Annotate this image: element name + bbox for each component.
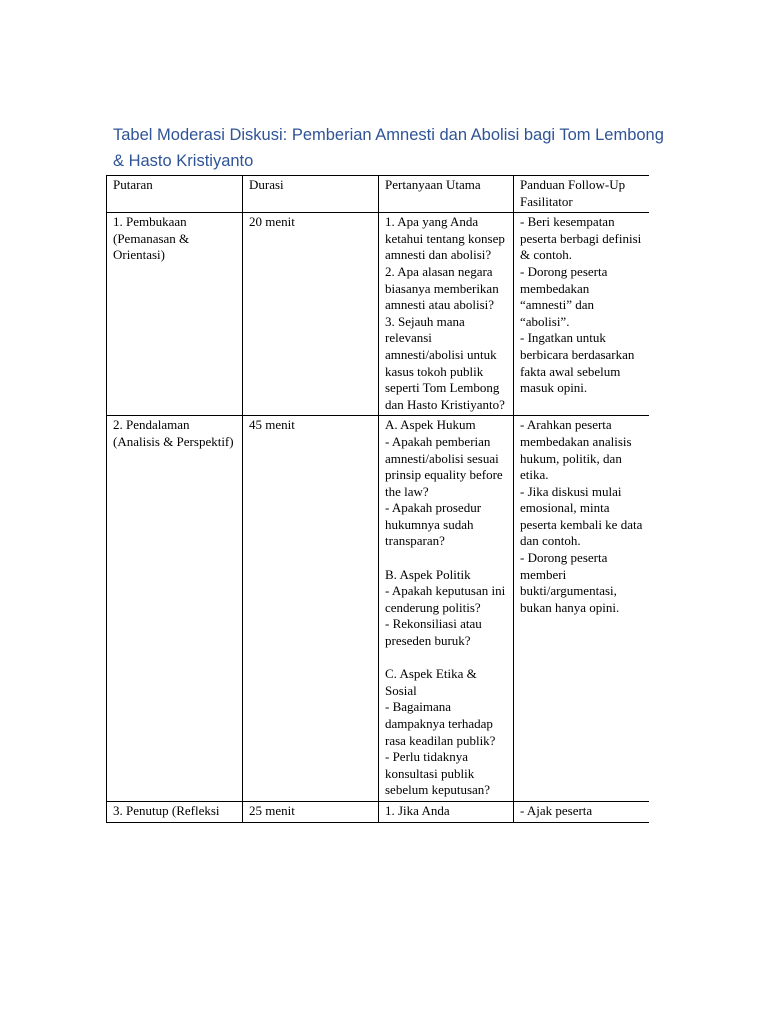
header-putaran: Putaran [107,176,243,213]
cell-durasi: 45 menit [243,416,379,802]
cell-pertanyaan: A. Aspek Hukum - Apakah pemberian amnesti/abolisi sesuai prinsip equality before the law? - Apakah prosedur hukumnya sudah transparan? B. Aspek Politik - Apakah keputusan ini cenderung politis? - Rekonsiliasi atau preseden buruk? C. Aspek Etika & Sosial - Bagaimana dampaknya terhadap rasa keadilan publik? - Perlu tidaknya konsultasi publik sebelum keputusan? [379,416,514,802]
table-row [107,416,650,802]
moderation-table [106,175,649,823]
document-title: Tabel Moderasi Diskusi: Pemberian Amnesti dan Abolisi bagi Tom Lembong & Hasto Kristiyanto [113,126,664,170]
header-panduan-follow-up: Panduan Follow-Up Fasilitator [514,176,650,213]
table-header-row [107,176,650,213]
cell-durasi: 20 menit [243,213,379,416]
cell-panduan: - Beri kesempatan peserta berbagi definisi & contoh. - Dorong peserta membedakan “amnesti” dan “abolisi”. - Ingatkan untuk berbicara berdasarkan fakta awal sebelum masuk opini. [514,213,650,416]
cell-pertanyaan: 1. Jika Anda [379,801,514,822]
cell-pertanyaan: 1. Apa yang Anda ketahui tentang konsep amnesti dan abolisi? 2. Apa alasan negara biasanya memberikan amnesti atau abolisi? 3. Sejauh mana relevansi amnesti/abolisi untuk kasus tokoh publik seperti Tom Lembong dan Hasto Kristiyanto? [379,213,514,416]
cell-putaran: 1. Pembukaan (Pemanasan & Orientasi) [107,213,243,416]
header-pertanyaan-utama: Pertanyaan Utama [379,176,514,213]
cell-putaran: 3. Penutup (Refleksi [107,801,243,822]
header-durasi: Durasi [243,176,379,213]
moderation-table-container [106,175,649,929]
table-row [107,213,650,416]
cell-durasi: 25 menit [243,801,379,822]
cell-putaran: 2. Pendalaman (Analisis & Perspektif) [107,416,243,802]
cell-panduan: - Arahkan peserta membedakan analisis hukum, politik, dan etika. - Jika diskusi mulai emosional, minta peserta kembali ke data dan contoh. - Dorong peserta memberi bukti/argumentasi, bukan hanya opini. [514,416,650,802]
table-row [107,801,650,822]
cell-panduan: - Ajak peserta [514,801,650,822]
